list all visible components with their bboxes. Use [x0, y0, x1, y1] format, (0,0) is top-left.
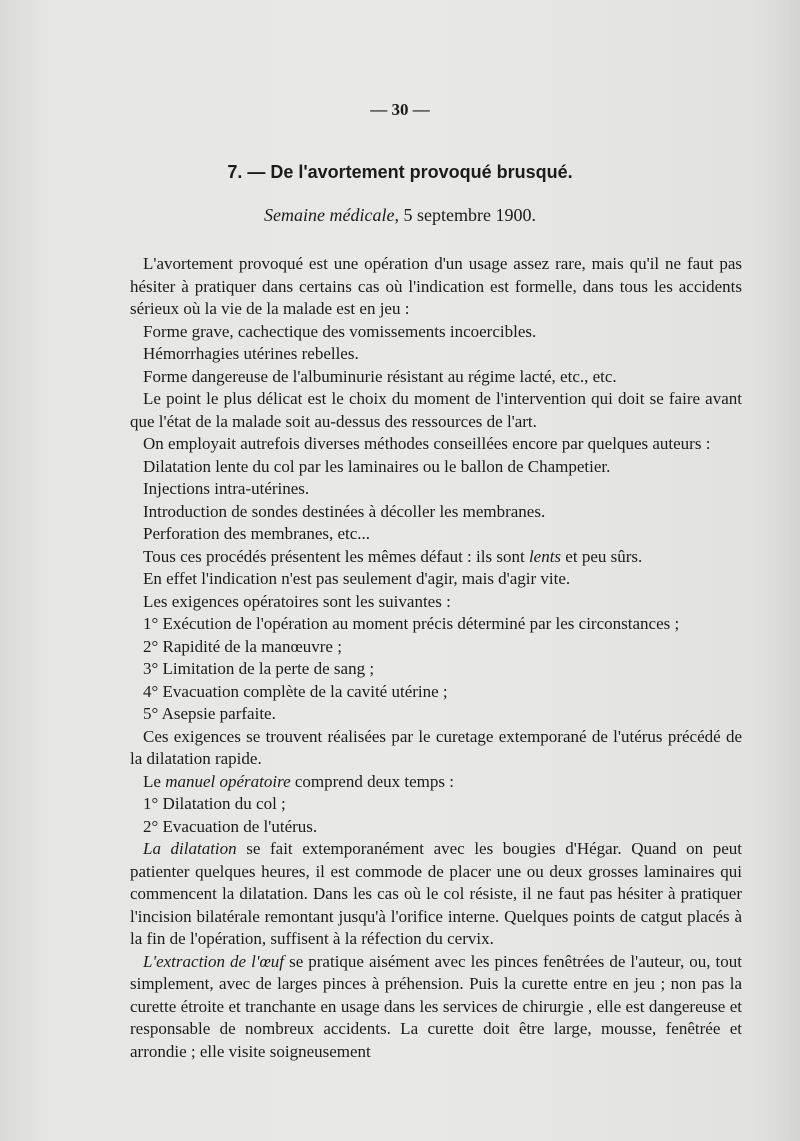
paragraph: Le manuel opératoire comprend deux temps :: [143, 771, 454, 791]
list-item: 1° Dilatation du col ;: [143, 794, 286, 813]
list-item: Forme dangereuse de l'albuminurie résistant au régime lacté, etc., etc.: [143, 366, 617, 386]
list-item: 4° Evacuation complète de la cavité utérine ;: [143, 681, 448, 701]
list-item: Forme grave, cachectique des vomissements incoercibles.: [143, 321, 537, 341]
list-item: Injections intra-utérines.: [143, 479, 310, 498]
section-heading: 7. — De l'avortement provoqué brusqué.: [227, 162, 573, 182]
paragraph: Le point le plus délicat est le choix du moment de l'intervention qui doit se faire avant que l'état de la malade soit au-dessus des ressources de l'art.: [130, 389, 742, 431]
emphasis: lents: [528, 546, 562, 566]
list-item: 3° Limitation de la perte de sang ;: [143, 659, 375, 678]
list-item: Perforation des membranes, etc...: [143, 524, 371, 543]
list-item: 2° Evacuation de l'utérus.: [143, 816, 318, 836]
paragraph: Tous ces procédés présentent les mêmes défaut : ils sont lents et peu sûrs.: [143, 546, 643, 566]
paragraph: Ces exigences se trouvent réalisées par le curetage extemporané de l'utérus précédé de la dilatation rapide.: [130, 726, 742, 768]
list-item: 2° Rapidité de la manœuvre ;: [143, 636, 342, 656]
body-text: [130, 253, 742, 1063]
paragraph: On employait autrefois diverses méthodes conseillées encore par quelques auteurs :: [143, 434, 711, 453]
list-item: Dilatation lente du col par les laminaires ou le ballon de Champetier.: [143, 456, 611, 476]
source-date: , 5 septembre 1900.: [394, 205, 536, 225]
emphasis: La dilatation: [143, 839, 237, 858]
paragraph: En effet l'indication n'est pas seulement d'agir, mais d'agir vite.: [143, 569, 571, 588]
emphasis: manuel opératoire: [165, 771, 291, 791]
journal-name: Semaine médicale: [264, 205, 395, 225]
paragraph: La dilatation se fait extemporanément avec les bougies d'Hégar. Quand on peut patienter quelques heures, il est commode de placer une ou deux grosses laminaires qui commencent la dilatation. Dans les cas où le col résiste, il ne faut pas hésiter à pratiquer l'incision bilatérale remontant jusqu'à l'orifice interne. Quelques points de catgut placés à la fin de l'opération, suffisent à la réfection du cervix.: [130, 839, 742, 948]
paragraph: Les exigences opératoires sont les suivantes :: [143, 591, 451, 611]
paragraph: L'avortement provoqué est une opération d'un usage assez rare, mais qu'il ne faut pas hésiter à pratiquer dans certains cas où l'indication est formelle, dans tous les accidents sérieux où la vie de la malade est en jeu :: [130, 254, 742, 318]
list-item: 1° Exécution de l'opération au moment précis déterminé par les circonstances ;: [143, 614, 680, 633]
emphasis: L'extraction de l'œuf: [143, 951, 285, 971]
list-item: 5° Asepsie parfaite.: [143, 704, 276, 723]
page-number: — 30 —: [370, 100, 430, 119]
list-item: Hémorrhagies utérines rebelles.: [143, 344, 359, 363]
paragraph: L'extraction de l'œuf se pratique aisément avec les pinces fenêtrées de l'auteur, ou, tout simplement, avec de larges pinces à préhension. Puis la curette entre en jeu ; non pas la curette étroite et tranchante en usage dans les services de chirurgie , elle est dangereuse et responsable de nombreux accidents. La curette doit être large, mousse, fenêtrée et arrondie ; elle visite soigneusement: [130, 951, 743, 1061]
list-item: Introduction de sondes destinées à décoller les membranes.: [143, 501, 546, 521]
source-citation: [0, 205, 800, 226]
